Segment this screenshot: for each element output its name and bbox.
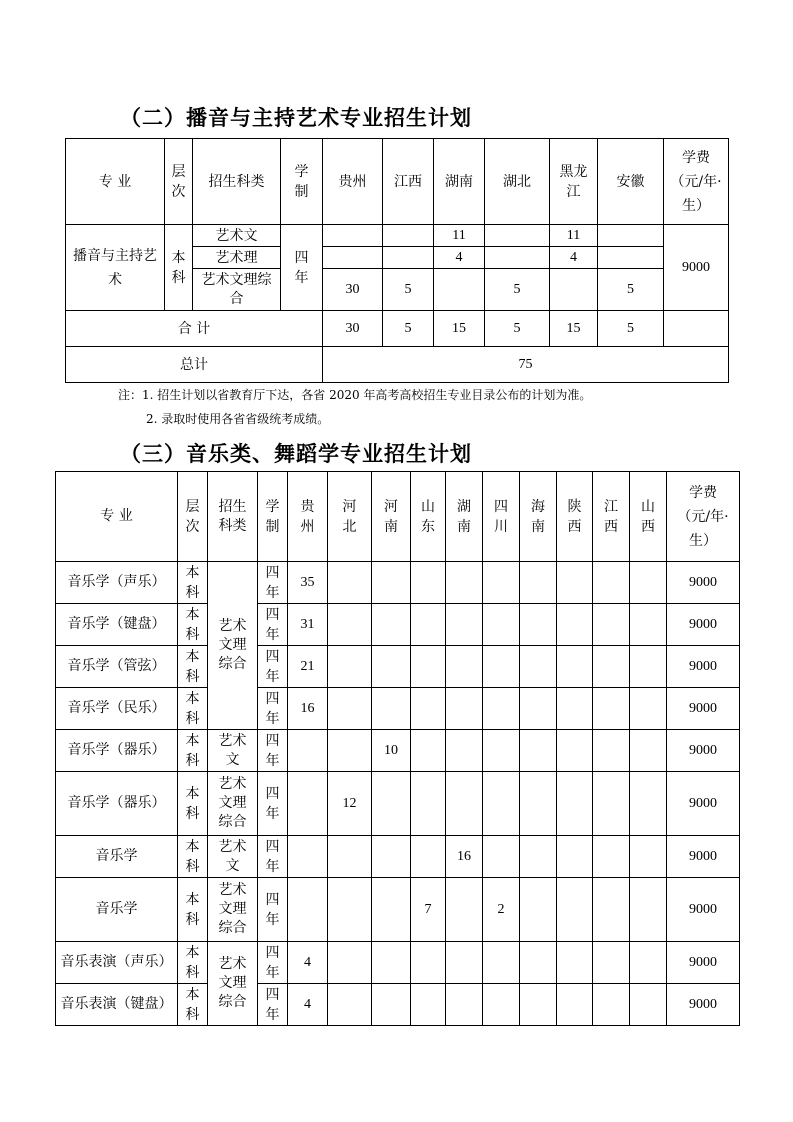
header-province: 湖南 [446, 472, 483, 562]
value-cell: 4 [434, 247, 485, 269]
table-row [56, 984, 740, 1026]
subtotal-empty [664, 311, 729, 347]
value-cell [598, 225, 664, 247]
value-cell [593, 604, 630, 646]
duration-label: 四年 [265, 606, 280, 643]
major-label: 音乐学（民乐） [67, 700, 166, 716]
major-cell [56, 730, 178, 772]
value-cell: 30 [323, 269, 383, 311]
subtotal-label: 合 计 [66, 311, 323, 347]
value-cell [598, 247, 664, 269]
level-label: 本科 [185, 891, 200, 928]
duration-label: 四年 [265, 785, 280, 822]
level-cell [178, 942, 208, 984]
value-cell: 4 [288, 984, 328, 1026]
major-cell [56, 878, 178, 942]
value-cell [483, 772, 520, 836]
level-cell [178, 878, 208, 942]
category-cell [208, 730, 258, 772]
value-cell [557, 836, 593, 878]
major-label: 音乐学（器乐） [67, 742, 166, 758]
table-row [56, 604, 740, 646]
duration-cell [258, 730, 288, 772]
level-label: 本科 [185, 606, 200, 643]
header-fee: 学费（元/年·生） [667, 472, 740, 562]
value-cell: 11 [550, 225, 598, 247]
value-cell: 16 [446, 836, 483, 878]
value-cell [411, 730, 446, 772]
value-cell [557, 984, 593, 1026]
value-cell: 31 [288, 604, 328, 646]
level-label: 本科 [185, 648, 200, 685]
value-cell [323, 225, 383, 247]
duration-cell [258, 772, 288, 836]
major-label: 音乐学 [95, 848, 138, 864]
duration-cell [258, 562, 288, 604]
header-province: 江西 [383, 139, 434, 225]
level-label: 本科 [185, 690, 200, 727]
value-cell [372, 878, 411, 942]
value-cell [328, 688, 372, 730]
value-cell [411, 562, 446, 604]
value-cell [593, 646, 630, 688]
value-cell [372, 984, 411, 1026]
header-row [66, 139, 729, 225]
value-cell [483, 730, 520, 772]
duration-label: 四年 [265, 891, 280, 928]
value-cell [411, 646, 446, 688]
subtotal-cell: 15 [550, 311, 598, 347]
value-cell [446, 730, 483, 772]
duration-cell [258, 984, 288, 1026]
major-label: 音乐学（键盘） [67, 616, 166, 632]
value-cell [483, 942, 520, 984]
table-row [56, 562, 740, 604]
value-cell [328, 604, 372, 646]
value-cell [520, 646, 557, 688]
header-category: 招生科类 [193, 139, 281, 225]
header-province: 河北 [328, 472, 372, 562]
value-cell [372, 836, 411, 878]
section2-title: （二）播音与主持艺术专业招生计划 [120, 106, 472, 130]
header-level: 层次 [165, 139, 193, 225]
duration-label: 四年 [265, 986, 280, 1023]
table-row [56, 772, 740, 836]
value-cell [411, 772, 446, 836]
duration-label: 四年 [265, 648, 280, 685]
category-cell [208, 836, 258, 878]
value-cell [446, 984, 483, 1026]
table-row [56, 646, 740, 688]
level-cell [178, 984, 208, 1026]
level-cell: 本科 [165, 225, 193, 311]
value-cell [630, 878, 667, 942]
value-cell [288, 836, 328, 878]
value-cell [446, 942, 483, 984]
fee-cell: 9000 [667, 562, 740, 604]
value-cell [593, 836, 630, 878]
table-row [56, 730, 740, 772]
level-cell [178, 562, 208, 604]
category-cell [208, 772, 258, 836]
value-cell [372, 646, 411, 688]
value-cell [630, 604, 667, 646]
category-label: 艺术文理综合 [218, 618, 247, 672]
duration-cell [258, 942, 288, 984]
value-cell [557, 604, 593, 646]
major-label: 音乐学（管弦） [67, 658, 166, 674]
value-cell [372, 772, 411, 836]
major-cell [56, 984, 178, 1026]
value-cell [434, 269, 485, 311]
value-cell [550, 269, 598, 311]
value-cell: 5 [598, 269, 664, 311]
category-label: 艺术文 [218, 732, 247, 768]
header-province: 安徽 [598, 139, 664, 225]
header-province: 陕西 [557, 472, 593, 562]
table-row [56, 878, 740, 942]
total-label: 总计 [66, 347, 323, 383]
value-cell: 21 [288, 646, 328, 688]
value-cell: 4 [550, 247, 598, 269]
value-cell [557, 730, 593, 772]
duration-cell: 四年 [281, 225, 323, 311]
value-cell [520, 562, 557, 604]
value-cell [630, 836, 667, 878]
category-label: 艺术文理综合 [218, 882, 247, 936]
value-cell [328, 646, 372, 688]
category-label: 艺术文理综合 [218, 956, 247, 1010]
fee-cell: 9000 [667, 772, 740, 836]
duration-cell [258, 688, 288, 730]
category-cell [208, 942, 258, 1026]
value-cell [411, 604, 446, 646]
note-2: 2. 录取时使用各省省级统考成绩。 [146, 412, 330, 426]
value-cell [446, 878, 483, 942]
duration-cell [258, 878, 288, 942]
value-cell [485, 225, 550, 247]
value-cell: 7 [411, 878, 446, 942]
value-cell [483, 646, 520, 688]
value-cell [520, 730, 557, 772]
value-cell: 12 [328, 772, 372, 836]
section3-title: （三）音乐类、舞蹈学专业招生计划 [120, 442, 472, 466]
subtotal-cell: 5 [485, 311, 550, 347]
level-label: 本科 [185, 944, 200, 981]
fee-cell: 9000 [667, 836, 740, 878]
value-cell [557, 772, 593, 836]
header-row [56, 472, 740, 562]
value-cell [557, 878, 593, 942]
duration-label: 四年 [265, 564, 280, 601]
value-cell: 4 [288, 942, 328, 984]
value-cell [557, 562, 593, 604]
value-cell [630, 772, 667, 836]
duration-label: 四年 [265, 690, 280, 727]
value-cell [446, 688, 483, 730]
level-cell [178, 772, 208, 836]
header-province: 湖北 [485, 139, 550, 225]
value-cell [483, 688, 520, 730]
value-cell [483, 984, 520, 1026]
value-cell [328, 562, 372, 604]
value-cell [328, 942, 372, 984]
major-label: 音乐学（器乐） [67, 795, 166, 811]
major-cell [56, 646, 178, 688]
duration-label: 四年 [265, 838, 280, 875]
fee-cell: 9000 [667, 942, 740, 984]
level-label: 本科 [185, 732, 200, 769]
value-cell [630, 562, 667, 604]
value-cell [520, 942, 557, 984]
level-cell [178, 604, 208, 646]
major-cell [56, 688, 178, 730]
value-cell [593, 942, 630, 984]
value-cell [446, 604, 483, 646]
value-cell: 10 [372, 730, 411, 772]
category-cell: 艺术文 [193, 225, 281, 247]
value-cell [520, 836, 557, 878]
value-cell [288, 772, 328, 836]
value-cell [520, 772, 557, 836]
value-cell [328, 730, 372, 772]
value-cell [372, 942, 411, 984]
total-cell: 75 [323, 347, 729, 383]
value-cell [630, 942, 667, 984]
duration-cell [258, 836, 288, 878]
total-row [66, 347, 729, 383]
value-cell: 5 [383, 269, 434, 311]
broadcasting-plan-table [65, 138, 729, 383]
value-cell [288, 730, 328, 772]
major-cell [56, 942, 178, 984]
header-province: 四川 [483, 472, 520, 562]
category-label: 艺术文理综合 [218, 776, 247, 830]
header-duration: 学制 [281, 139, 323, 225]
header-province: 海南 [520, 472, 557, 562]
value-cell [446, 646, 483, 688]
value-cell [593, 772, 630, 836]
major-cell: 播音与主持艺术 [66, 225, 165, 311]
value-cell [411, 688, 446, 730]
category-cell [208, 878, 258, 942]
value-cell [520, 984, 557, 1026]
level-label: 本科 [185, 986, 200, 1023]
value-cell [323, 247, 383, 269]
note-1: 注：1. 招生计划以省教育厅下达，各省 2020 年高考高校招生专业目录公布的计划为准。 [118, 388, 592, 402]
category-label: 艺术文 [218, 838, 247, 874]
duration-label: 四年 [265, 732, 280, 769]
value-cell [383, 225, 434, 247]
header-province: 河南 [372, 472, 411, 562]
major-cell [56, 604, 178, 646]
value-cell [328, 984, 372, 1026]
level-label: 本科 [185, 838, 200, 875]
value-cell [593, 688, 630, 730]
header-province: 贵州 [288, 472, 328, 562]
category-cell [208, 562, 258, 730]
value-cell [446, 772, 483, 836]
subtotal-cell: 30 [323, 311, 383, 347]
value-cell [630, 984, 667, 1026]
header-major: 专 业 [56, 472, 178, 562]
major-cell [56, 772, 178, 836]
subtotal-row [66, 311, 729, 347]
category-cell: 艺术文理综合 [193, 269, 281, 311]
value-cell [372, 688, 411, 730]
header-province: 贵州 [323, 139, 383, 225]
value-cell [411, 984, 446, 1026]
value-cell [483, 562, 520, 604]
value-cell: 5 [485, 269, 550, 311]
value-cell [593, 878, 630, 942]
header-province: 山东 [411, 472, 446, 562]
table-row [66, 225, 729, 247]
fee-cell: 9000 [667, 646, 740, 688]
value-cell [520, 604, 557, 646]
value-cell [630, 688, 667, 730]
header-duration: 学制 [258, 472, 288, 562]
value-cell [372, 562, 411, 604]
value-cell [630, 730, 667, 772]
fee-cell: 9000 [667, 878, 740, 942]
category-cell: 艺术理 [193, 247, 281, 269]
value-cell [383, 247, 434, 269]
value-cell: 2 [483, 878, 520, 942]
level-label: 本科 [185, 785, 200, 822]
major-label: 音乐学 [95, 901, 138, 917]
header-province: 山西 [630, 472, 667, 562]
value-cell [557, 688, 593, 730]
level-cell [178, 688, 208, 730]
value-cell [328, 878, 372, 942]
value-cell [411, 942, 446, 984]
duration-label: 四年 [265, 944, 280, 981]
value-cell [520, 878, 557, 942]
value-cell [557, 942, 593, 984]
value-cell [446, 562, 483, 604]
major-label: 音乐学（声乐） [67, 574, 166, 590]
major-label: 音乐表演（键盘） [60, 996, 173, 1012]
table-row [56, 688, 740, 730]
fee-cell: 9000 [667, 984, 740, 1026]
music-plan-table [55, 471, 740, 1026]
major-label: 音乐表演（声乐） [60, 954, 173, 970]
table-row [56, 942, 740, 984]
level-cell [178, 730, 208, 772]
header-province: 江西 [593, 472, 630, 562]
major-cell [56, 562, 178, 604]
duration-cell [258, 646, 288, 688]
value-cell [593, 730, 630, 772]
major-cell [56, 836, 178, 878]
fee-cell: 9000 [667, 730, 740, 772]
header-level: 层次 [178, 472, 208, 562]
level-label: 本科 [185, 564, 200, 601]
value-cell [483, 604, 520, 646]
header-fee: 学费（元/年·生） [664, 139, 729, 225]
value-cell: 16 [288, 688, 328, 730]
value-cell [557, 646, 593, 688]
fee-cell: 9000 [667, 688, 740, 730]
value-cell [630, 646, 667, 688]
level-cell [178, 646, 208, 688]
header-province: 黑龙江 [550, 139, 598, 225]
value-cell: 11 [434, 225, 485, 247]
subtotal-cell: 5 [598, 311, 664, 347]
header-category: 招生科类 [208, 472, 258, 562]
header-major: 专 业 [66, 139, 165, 225]
value-cell [593, 562, 630, 604]
value-cell [520, 688, 557, 730]
fee-cell: 9000 [664, 225, 729, 311]
table-row [56, 836, 740, 878]
subtotal-cell: 5 [383, 311, 434, 347]
value-cell [485, 247, 550, 269]
value-cell [593, 984, 630, 1026]
duration-cell [258, 604, 288, 646]
header-province: 湖南 [434, 139, 485, 225]
value-cell [411, 836, 446, 878]
value-cell: 35 [288, 562, 328, 604]
value-cell [328, 836, 372, 878]
value-cell [288, 878, 328, 942]
value-cell [483, 836, 520, 878]
fee-cell: 9000 [667, 604, 740, 646]
value-cell [372, 604, 411, 646]
subtotal-cell: 15 [434, 311, 485, 347]
level-cell [178, 836, 208, 878]
